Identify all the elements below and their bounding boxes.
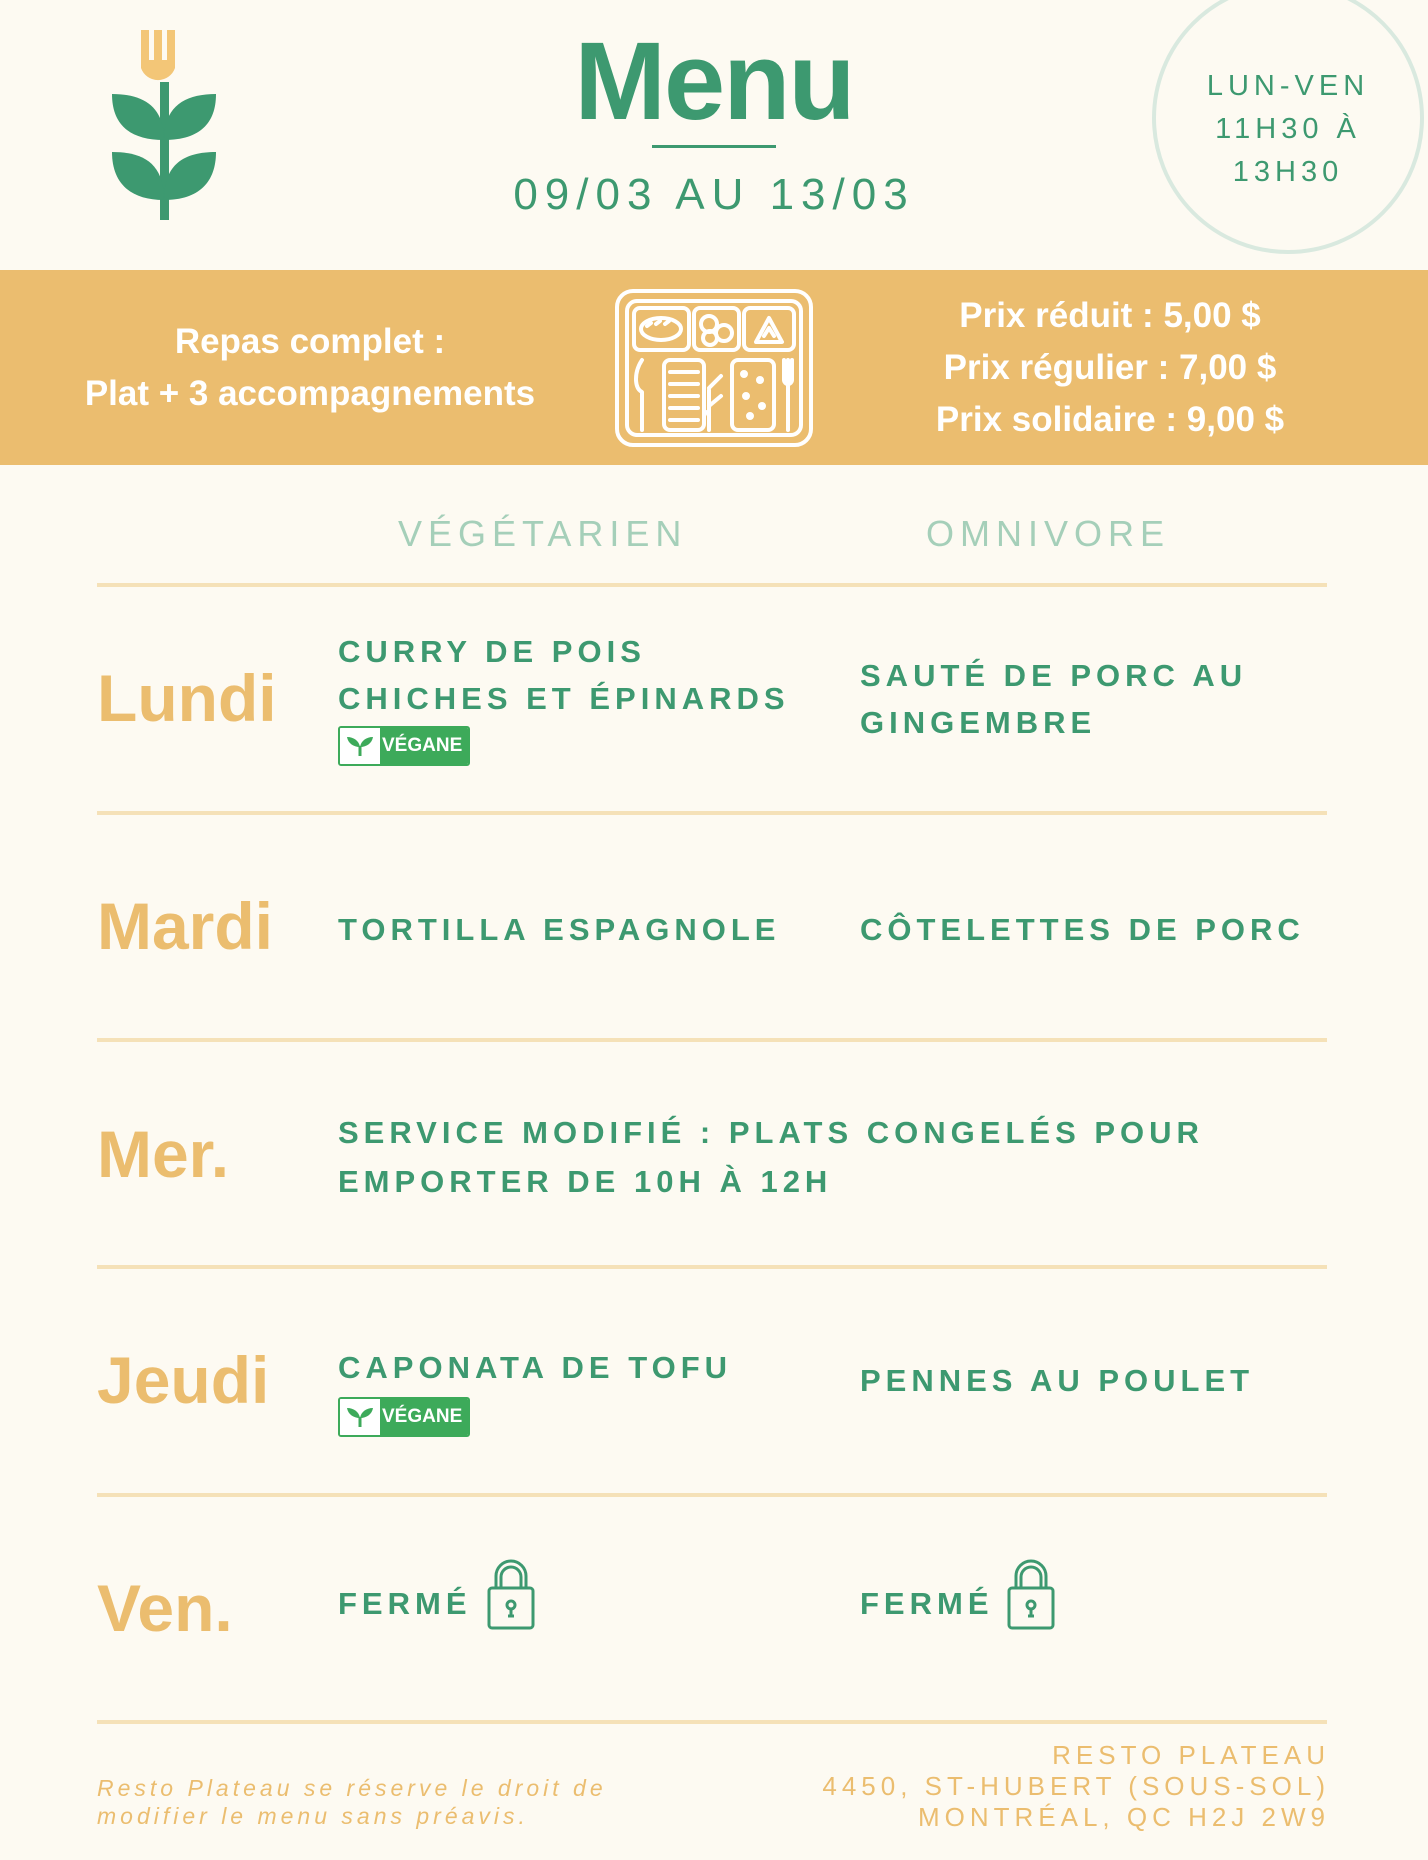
page-title: Menu xyxy=(574,20,854,143)
price-reduced: Prix réduit : 5,00 $ xyxy=(959,296,1261,335)
wednesday-notice-line-1: SERVICE MODIFIÉ : PLATS CONGELÉS POUR xyxy=(338,1115,1204,1150)
address-name: RESTO PLATEAU xyxy=(1052,1740,1330,1770)
price-regular: Prix régulier : 7,00 $ xyxy=(943,348,1277,387)
day-label-friday: Ven. xyxy=(97,1571,233,1645)
vegan-badge xyxy=(338,726,470,766)
meal-line-2: Plat + 3 accompagnements xyxy=(84,374,536,413)
date-range: 09/03 AU 13/03 xyxy=(513,170,915,219)
column-header-vegetarian: VÉGÉTARIEN xyxy=(398,513,688,554)
hours-start: 11H30 À xyxy=(1215,113,1361,145)
disclaimer-line-2: modifier le menu sans préavis. xyxy=(97,1803,529,1829)
address-street: 4450, ST-HUBERT (SOUS-SOL) xyxy=(822,1771,1330,1801)
row-divider xyxy=(97,583,1327,587)
wednesday-service-notice xyxy=(338,1108,1204,1206)
hours-days: LUN-VEN xyxy=(1206,70,1370,102)
disclaimer xyxy=(97,1774,697,1830)
day-label-tuesday: Mardi xyxy=(97,889,274,963)
thursday-vegetarian-dish: CAPONATA DE TOFU xyxy=(338,1350,733,1385)
thursday-omnivore-dish: PENNES AU POULET xyxy=(860,1363,1255,1398)
vegan-badge-label: VÉGANE xyxy=(380,1399,468,1435)
sprout-icon xyxy=(340,1399,380,1435)
monday-omnivore-dish xyxy=(860,652,1247,746)
tuesday-vegetarian-dish: TORTILLA ESPAGNOLE xyxy=(338,912,781,947)
wednesday-notice-line-2: EMPORTER DE 10H À 12H xyxy=(338,1164,833,1199)
day-label-wednesday: Mer. xyxy=(97,1117,230,1191)
vegan-badge xyxy=(338,1397,470,1437)
monday-veg-line-2: CHICHES ET ÉPINARDS xyxy=(338,681,790,716)
row-divider xyxy=(97,811,1327,815)
monday-vegetarian-dish xyxy=(338,628,790,722)
meal-line-1: Repas complet : xyxy=(174,322,446,361)
row-divider xyxy=(97,1493,1327,1497)
monday-omni-line-2: GINGEMBRE xyxy=(860,705,1097,740)
hours-end: 13H30 xyxy=(1232,156,1344,188)
row-divider xyxy=(97,1720,1327,1724)
day-label-monday: Lundi xyxy=(97,661,277,735)
friday-omnivore-closed: FERMÉ xyxy=(860,1586,994,1621)
row-divider xyxy=(97,1265,1327,1269)
monday-veg-line-1: CURRY DE POIS xyxy=(338,634,646,669)
monday-omni-line-1: SAUTÉ DE PORC AU xyxy=(860,658,1248,693)
vegan-badge-label: VÉGANE xyxy=(380,728,468,764)
day-label-thursday: Jeudi xyxy=(97,1343,270,1417)
tuesday-omnivore-dish: CÔTELETTES DE PORC xyxy=(860,912,1305,947)
title-divider xyxy=(652,145,776,148)
lock-icon xyxy=(1006,1558,1056,1630)
restaurant-address xyxy=(700,1740,1330,1833)
meal-description xyxy=(30,316,590,420)
meal-tray-icon xyxy=(614,288,814,448)
column-header-omnivore: OMNIVORE xyxy=(926,513,1171,554)
address-city: MONTRÉAL, QC H2J 2W9 xyxy=(917,1802,1330,1832)
price-solidarity: Prix solidaire : 9,00 $ xyxy=(935,400,1285,439)
price-list xyxy=(860,290,1360,446)
sprout-icon xyxy=(340,728,380,764)
row-divider xyxy=(97,1038,1327,1042)
lock-icon xyxy=(486,1558,536,1630)
friday-vegetarian-closed: FERMÉ xyxy=(338,1586,472,1621)
opening-hours xyxy=(1152,65,1424,194)
disclaimer-line-1: Resto Plateau se réserve le droit de xyxy=(97,1775,607,1801)
